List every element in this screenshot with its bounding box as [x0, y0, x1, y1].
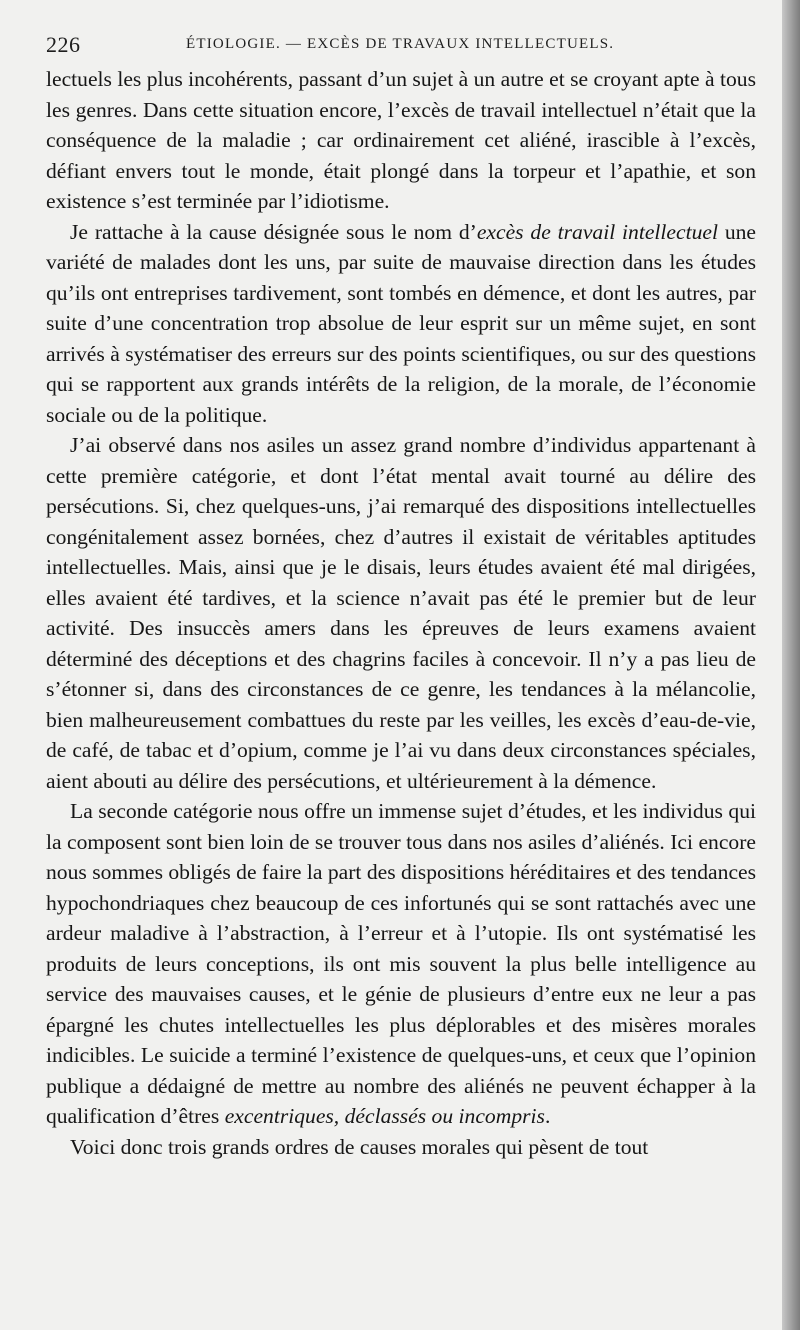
page-number: 226 [46, 32, 81, 57]
paragraph [46, 1132, 756, 1163]
text-run: . [544, 1104, 551, 1128]
text-run: lectuels les plus incohérents, passant d’un sujet à un autre et se croyant apte à tous les genres. Dans cette situation encore, l’excès de travail intellectuel n’était que la conséquence de la maladie ; car ordinairement cet aliéné, irascible à l’excès, défiant envers tout le monde, était plongé dans la torpeur et l’apathie, et son existence s’est terminée par l’idiotisme. [46, 67, 756, 213]
text-run: J’ai observé dans nos asiles un assez grand nombre d’individus appartenant à cette première catégorie, et dont l’état mental avait tourné au délire des persécutions. Si, chez quelques-uns, j’ai remarqué des dispositions intellectuelles congénitalement assez bornées, chez d’autres il existait de véritables aptitudes intellectuelles. Mais, ainsi que je le disais, leurs études avaient été mal dirigées, elles avaient été tardives, et la science n’avait pas été le premier but de leur activité. Des insuccès amers dans les épreuves de leurs examens avaient déterminé des déceptions et des chagrins faciles à concevoir. Il n’y a pas lieu de s’étonner si, dans des circonstances de ce genre, les tendances à la mélancolie, bien malheureusement combattues du reste par les veilles, les excès d’eau-de-vie, de café, de tabac et d’opium, comme je l’ai vu dans deux circonstances spéciales, aient abouti au délire des persécutions, et ultérieurement à la démence. [46, 433, 756, 793]
page-edge [782, 0, 800, 1330]
italic-phrase: excentriques, déclassés ou incompris [224, 1104, 545, 1128]
italic-phrase: excès de travail intellectuel [476, 219, 718, 244]
running-head [46, 32, 756, 60]
body-text [46, 64, 756, 1162]
text-run: Voici donc trois grands ordres de causes morales qui pèsent de tout [70, 1134, 649, 1159]
text-run: une variété de malades dont les uns, par suite de mauvaise direction dans les études qu’ils ont entreprises tardivement, sont tombés en démence, et dont les autres, par suite d’une concentration trop absolue de leur esprit sur un même sujet, en sont arrivés à systématiser des erreurs sur des points scientifiques, ou sur des questions qui se rapportent aux grands intérêts de la religion, de la morale, de l’économie sociale ou de la politique. [46, 219, 756, 427]
running-title: ÉTIOLOGIE. — EXCÈS DE TRAVAUX INTELLECTUELS. [186, 36, 615, 52]
paragraph [46, 796, 756, 1132]
text-run: La seconde catégorie nous offre un immense sujet d’études, et les individus qui la composent sont bien loin de se trouver tous dans nos asiles d’aliénés. Ici encore nous sommes obligés de faire la part des dispositions héréditaires et des tendances hypochondriaques chez beaucoup de ces infortunés qui se sont rattachés avec une ardeur maladive à l’abstraction, à l’erreur et à l’utopie. Ils ont systématisé les produits de leurs conceptions, ils ont mis souvent la plus belle intelligence au service des mauvaises causes, et le génie de plusieurs d’entre eux ne leur a pas épargné les chutes intellectuelles les plus déplorables et des misères morales indicibles. Le suicide a terminé l’existence de quelques-uns, et ceux que l’opinion publique a dédaigné de mettre au nombre des aliénés ne peuvent échapper à la qualification d’êtres [46, 799, 757, 1128]
paragraph [46, 217, 756, 431]
paragraph [46, 64, 756, 217]
paragraph [46, 430, 756, 796]
text-run: Je rattache à la cause désignée sous le nom d’ [70, 219, 477, 244]
